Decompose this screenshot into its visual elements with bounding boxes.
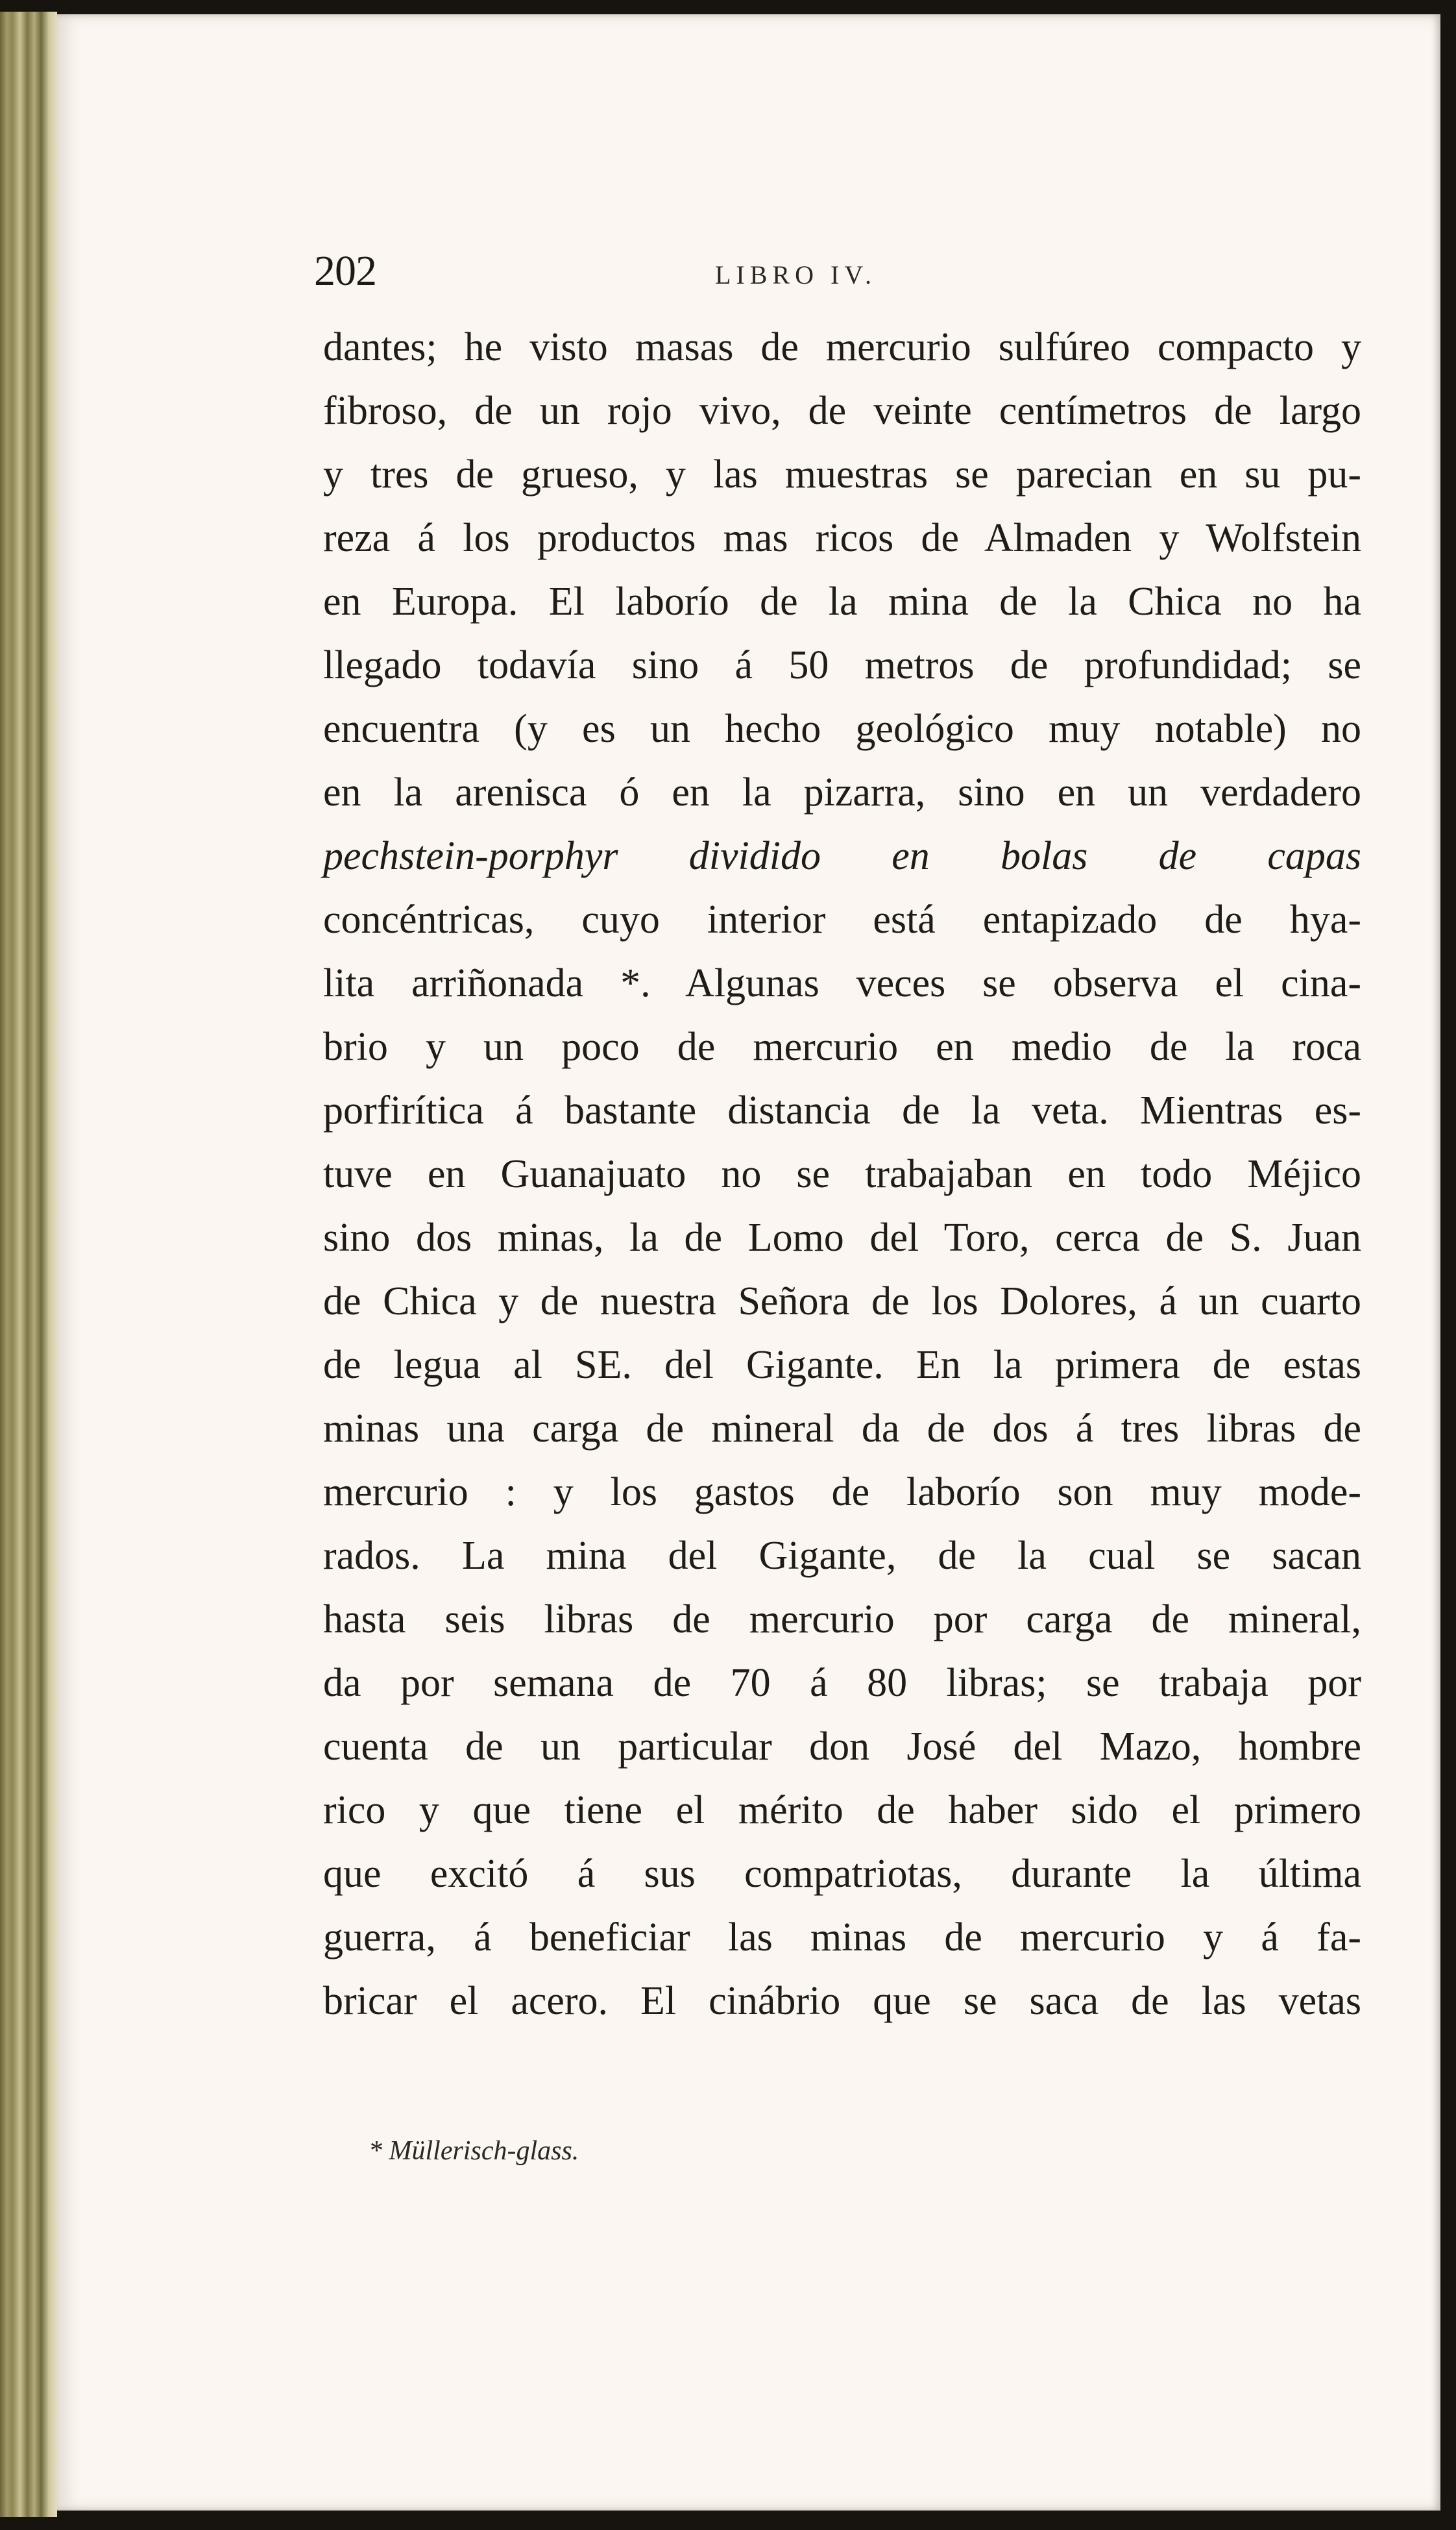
text-line: lita arriñonada *. Algunas veces se observa el cina-	[323, 961, 1361, 1005]
running-head: LIBRO IV.	[715, 260, 877, 289]
page-edge	[0, 12, 57, 2517]
text-line: de legua al SE. del Gigante. En la primera de estas	[323, 1343, 1361, 1387]
text-line: encuentra (y es un hecho geológico muy notable) no	[323, 707, 1361, 751]
text-line: en la arenisca ó en la pizarra, sino en un verdadero	[323, 770, 1361, 815]
text-line: brio y un poco de mercurio en medio de la roca	[323, 1025, 1361, 1069]
text-line: sino dos minas, la de Lomo del Toro, cerca de S. Juan	[323, 1216, 1361, 1260]
footnote: * Müllerisch-glass.	[369, 2136, 579, 2166]
text-line: da por semana de 70 á 80 libras; se trabaja por	[323, 1661, 1361, 1705]
text-line: reza á los productos mas ricos de Almaden y Wolfstein	[323, 516, 1361, 560]
text-line: fibroso, de un rojo vivo, de veinte centímetros de largo	[323, 389, 1361, 433]
text-line: concéntricas, cuyo interior está entapizado de hya-	[323, 898, 1361, 942]
text-line: minas una carga de mineral da de dos á tres libras de	[323, 1406, 1361, 1451]
text-line: hasta seis libras de mercurio por carga de mineral,	[323, 1597, 1361, 1641]
text-line: en Europa. El laborío de la mina de la Chica no ha	[323, 580, 1361, 624]
text-line: tuve en Guanajuato no se trabajaban en todo Méjico	[323, 1152, 1361, 1196]
text-line: llegado todavía sino á 50 metros de profundidad; se	[323, 643, 1361, 687]
text-line: cuenta de un particular don José del Mazo, hombre	[323, 1725, 1361, 1769]
text-line: pechstein-porphyr dividido en bolas de capas	[323, 834, 1361, 878]
text-line: bricar el acero. El cinábrio que se saca de las vetas	[323, 1979, 1361, 2023]
text-line: guerra, á beneficiar las minas de mercurio y á fa-	[323, 1915, 1361, 1959]
page-header	[261, 235, 1377, 313]
text-line: mercurio : y los gastos de laborío son muy mode-	[323, 1470, 1361, 1514]
page-number: 202	[314, 247, 376, 295]
text-line: rados. La mina del Gigante, de la cual se sacan	[323, 1534, 1361, 1578]
text-line: rico y que tiene el mérito de haber sido el primero	[323, 1788, 1361, 1832]
text-line: de Chica y de nuestra Señora de los Dolores, á un cuarto	[323, 1279, 1361, 1323]
body-text	[323, 315, 1361, 2033]
text-line: porfirítica á bastante distancia de la veta. Mientras es-	[323, 1088, 1361, 1133]
text-line: que excitó á sus compatriotas, durante la última	[323, 1852, 1361, 1896]
text-line: dantes; he visto masas de mercurio sulfúreo compacto y	[323, 325, 1361, 369]
text-line: y tres de grueso, y las muestras se parecian en su pu-	[323, 452, 1361, 497]
